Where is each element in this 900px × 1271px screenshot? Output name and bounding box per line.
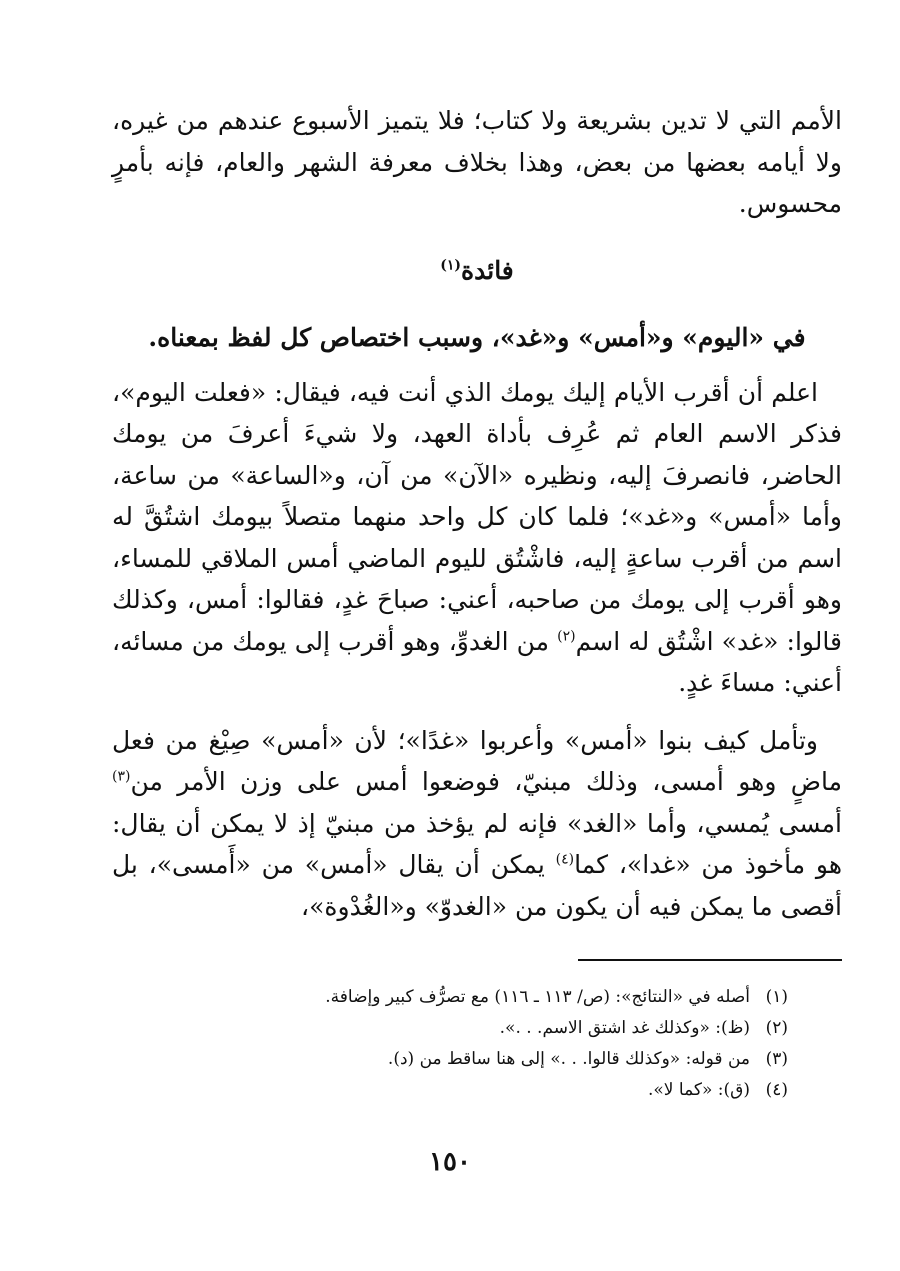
footnote-separator [578,959,842,961]
footnote-ref-2[interactable]: (٢) [557,628,576,645]
page-number: ١٥٠ [429,1147,471,1177]
footnote-1 [112,982,788,1013]
section-subheading: في «اليوم» و«أمس» و«غد»، وسبب اختصاص كل لفظ بمعناه. [148,322,806,352]
footnote-2 [112,1013,788,1044]
paragraph-2-text-c: يمكن أن يقال «أمس» من «أَمسى»، بل أقصى ما يمكن فيه أن يكون من «الغدوّ» و«الغُدْوة»، [112,850,842,921]
footnote-number: (٣) [765,1049,788,1069]
footnote-ref-1[interactable]: (١) [440,257,462,274]
footnote-text: أصله في «النتائج»: (ص/ ١١٣ ـ ١١٦) مع تصرُّف كبير وإضافة. [325,987,750,1007]
paragraph-2 [112,720,842,928]
page-body [112,100,842,927]
paragraph-1-text-a: اعلم أن أقرب الأيام إليك يومك الذي أنت فيه، فيقال: «فعلت اليوم»، فذكر الاسم العام ثم عُرِف بأداة العهد، ولا شيءَ أعرفَ من يومك الحاضر، فانصرفَ إليه، ونظيره «الآن» من آن، و«الساعة» من ساعة، وأما «أمس» و«غد»؛ فلما كان كل واحد منهما متصلاً بيومك اشتُقَّ له اسم من أقرب ساعةٍ إليه، فاشْتُق لليوم الماضي أمس الملاقي للمساء، وهو أقرب إلى يومك من صاحبه، أعني: صباحَ غدٍ، فقالوا: أمس، وكذلك قالوا: «غد» اشْتُق له اسم [112,377,842,656]
paragraph-1 [112,372,842,704]
paragraph-1-text-b: من الغدوِّ، وهو أقرب إلى يومك من مسائه، أعني: مساءَ غدٍ. [112,626,842,697]
footnote-text: (ظ): «وكذلك غد اشتق الاسم. . .». [499,1018,750,1038]
intro-paragraph: الأمم التي لا تدين بشريعة ولا كتاب؛ فلا يتميز الأسبوع عندهم من غيره، ولا أيامه بعضها من بعض، وهذا بخلاف معرفة الشهر والعام، فإنه بأمرٍ محسوس. [112,106,842,218]
paragraph-2-text-b: أمسى يُمسي، وأما «الغد» فإنه لم يؤخذ من مبنيّ إذ لا يمكن أن يقال: هو مأخوذ من «غدا»، كما [112,808,842,879]
section-heading [112,251,842,291]
footnote-number: (١) [765,987,788,1007]
paragraph-2-text-a: وتأمل كيف بنوا «أمس» وأعربوا «غدًا»؛ لأن «أمس» صِيْغ من فعل ماضٍ وهو أمسى، وذلك مبنيّ، فوضعوا أمس على وزن الأمر من [112,725,843,796]
footnote-text: من قوله: «وكذلك قالوا. . .» إلى هنا ساقط من (د). [387,1049,750,1069]
footnote-text: (ق): «كما لا». [648,1080,750,1100]
footnote-number: (٢) [765,1018,788,1038]
footnote-ref-3[interactable]: (٣) [112,768,131,785]
footnotes [112,982,788,1106]
heading-title: فائدة [461,255,514,285]
footnote-number: (٤) [765,1080,788,1100]
footnote-3 [112,1044,788,1075]
footnote-ref-4[interactable]: (٤) [555,851,575,868]
footnote-4 [112,1075,788,1106]
